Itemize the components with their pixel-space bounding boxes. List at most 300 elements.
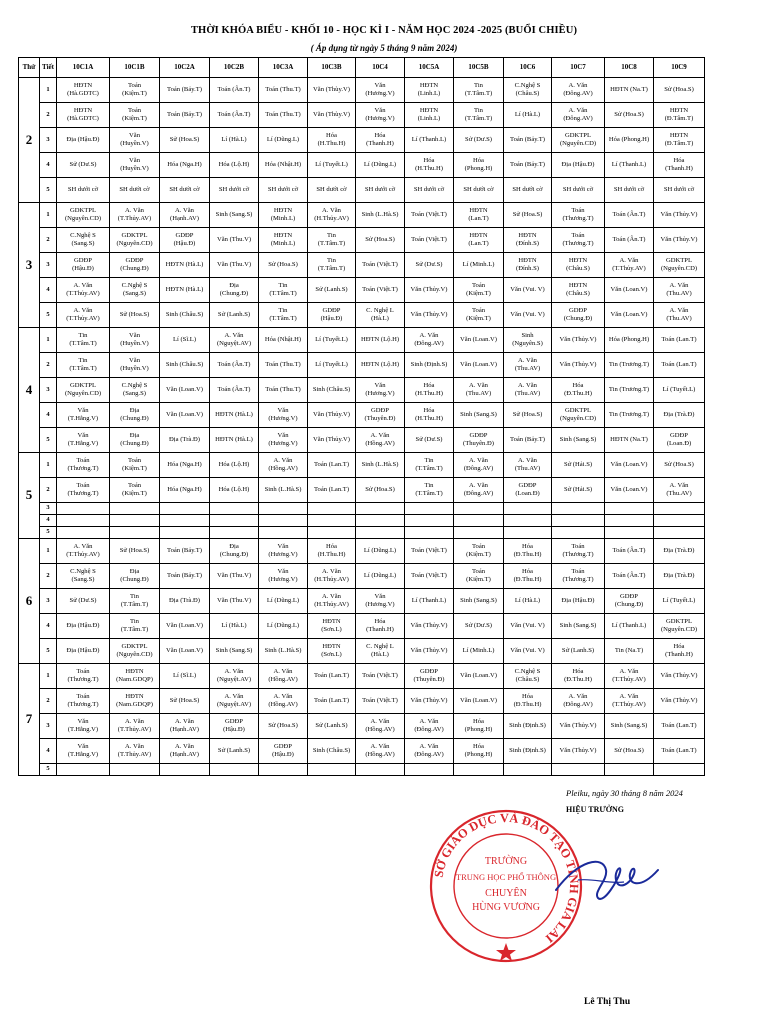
schedule-cell — [308, 278, 356, 303]
schedule-cell-line: Sử (Hoa.S) — [664, 85, 694, 93]
schedule-cell — [308, 203, 356, 228]
schedule-cell — [654, 503, 705, 515]
schedule-cell — [57, 253, 110, 278]
schedule-cell — [405, 764, 454, 776]
schedule-cell-line: (Hạnh.AV) — [170, 726, 199, 733]
schedule-cell — [654, 589, 705, 614]
schedule-cell — [454, 639, 504, 664]
schedule-cell — [210, 515, 259, 527]
period-cell: 3 — [40, 589, 57, 614]
col-header-period: Tiết — [40, 58, 57, 78]
schedule-cell-line: (Huyền.V) — [120, 165, 149, 172]
schedule-cell-line: Địa (Hậu.Đ) — [66, 135, 100, 143]
schedule-cell — [654, 303, 705, 328]
schedule-cell — [57, 303, 110, 328]
schedule-cell — [454, 178, 504, 203]
schedule-cell-line: Hóa (Nhật.H) — [264, 335, 302, 343]
schedule-cell-line: (T.Thủy.AV) — [117, 726, 152, 733]
schedule-cell — [454, 564, 504, 589]
schedule-cell-line: (Đ.Tâm.T) — [664, 140, 694, 147]
schedule-cell — [110, 764, 160, 776]
schedule-cell-line: A. Văn — [322, 206, 341, 214]
schedule-cell-line: (T.Tâm.T) — [464, 90, 493, 97]
schedule-cell-line: Sử (Dư.S) — [69, 160, 97, 168]
col-header-class: 10C7 — [552, 58, 605, 78]
schedule-cell — [405, 714, 454, 739]
schedule-cell — [356, 639, 405, 664]
schedule-cell-line: (T.Tâm.T) — [269, 315, 297, 322]
schedule-cell-line: SH dưới cờ — [512, 185, 543, 193]
page-title: THỜI KHÓA BIỂU - KHỐI 10 - HỌC KÌ I - NĂM HỌC 2024 -2025 (BUỔI CHIỀU) — [190, 25, 578, 36]
schedule-cell — [57, 714, 110, 739]
schedule-cell — [552, 78, 605, 103]
schedule-cell — [605, 103, 654, 128]
schedule-cell-line: Toán — [127, 456, 142, 464]
schedule-cell — [454, 714, 504, 739]
schedule-cell-line: A. Văn — [125, 717, 144, 725]
schedule-cell-line: C.Nghệ S — [121, 281, 148, 289]
schedule-cell — [57, 228, 110, 253]
schedule-cell — [552, 428, 605, 453]
schedule-cell-line: (Kiệm.T) — [466, 551, 491, 558]
table-row — [19, 664, 705, 689]
schedule-cell-line: Tin — [474, 106, 483, 114]
schedule-cell — [110, 739, 160, 764]
schedule-cell-line: (Phong.H) — [464, 165, 493, 172]
schedule-cell-line: Lí (Sĩ.L) — [172, 335, 197, 343]
schedule-cell-line: (Nguyên.S) — [512, 340, 543, 347]
schedule-cell — [259, 614, 308, 639]
schedule-cell-line: GDKTPL — [564, 406, 591, 414]
schedule-cell — [356, 739, 405, 764]
schedule-cell — [259, 103, 308, 128]
schedule-cell-line: HĐTN — [419, 81, 439, 89]
schedule-cell-line: HĐTN — [568, 281, 588, 289]
schedule-cell-line: Văn (Thùy.V) — [313, 110, 350, 118]
schedule-cell-line: Sinh (Châu.S) — [312, 746, 351, 754]
schedule-cell-line: (T.Tâm.T) — [69, 340, 97, 347]
schedule-cell-line: (Châu.S) — [566, 265, 590, 272]
schedule-cell-line: (Đ.Thu.H) — [513, 551, 542, 558]
schedule-cell — [57, 278, 110, 303]
schedule-cell-line: Văn (Thu.V) — [216, 235, 252, 243]
schedule-cell-line: Sinh (L.Hà.S) — [361, 210, 399, 218]
schedule-cell — [160, 278, 210, 303]
schedule-cell-line: Hóa — [673, 156, 685, 164]
schedule-cell-line: Sử (Hoa.S) — [169, 135, 200, 143]
schedule-cell-line: Tin — [474, 81, 483, 89]
schedule-cell-line: Lí (Thanh.L) — [611, 160, 647, 168]
schedule-cell-line: (Đính.S) — [516, 240, 539, 247]
schedule-cell — [160, 764, 210, 776]
schedule-cell-line: Văn — [374, 81, 386, 89]
schedule-cell-line: (Đông.AV) — [463, 490, 494, 497]
schedule-cell-line: GDĐP — [620, 592, 638, 600]
schedule-cell-line: (Thu.AV) — [465, 390, 492, 397]
schedule-cell-line: SH dưới cờ — [267, 185, 299, 193]
schedule-cell — [504, 253, 552, 278]
schedule-cell-line: Sử (Hải.S) — [563, 485, 593, 493]
schedule-cell-line: (Đông.AV) — [414, 340, 444, 347]
schedule-cell — [210, 253, 259, 278]
schedule-cell-line: HĐTN (Na.T) — [610, 435, 648, 443]
schedule-cell — [605, 453, 654, 478]
schedule-cell-line: GDĐP — [569, 306, 587, 314]
schedule-cell-line: (Kiệm.T) — [466, 315, 491, 322]
schedule-cell-line: Tin (Na.T) — [614, 646, 644, 654]
schedule-cell — [308, 103, 356, 128]
schedule-cell — [654, 739, 705, 764]
schedule-cell-line: HĐTN — [669, 106, 689, 114]
schedule-cell-line: (Nguyên.CD) — [660, 265, 698, 272]
signature — [548, 850, 668, 910]
schedule-cell — [160, 153, 210, 178]
schedule-cell-line: Sinh (Sang.S) — [460, 596, 497, 604]
schedule-cell-line: Toán — [471, 306, 486, 314]
schedule-cell — [259, 128, 308, 153]
schedule-cell-line: (Châu.S) — [515, 676, 540, 683]
day-cell: 2 — [19, 78, 40, 203]
col-header-day: Thứ — [19, 58, 40, 78]
col-header-class: 10C2A — [160, 58, 210, 78]
schedule-cell — [454, 203, 504, 228]
schedule-cell-line: (Chung.Đ) — [120, 415, 149, 422]
schedule-cell-line: (Đ.Thu.H) — [513, 576, 542, 583]
schedule-cell-line: (Hương.V) — [365, 390, 395, 397]
schedule-cell — [259, 253, 308, 278]
schedule-cell-line: Lí (Tuyết.L) — [315, 335, 348, 343]
schedule-cell-line: Toán (Thu.T) — [265, 110, 301, 118]
schedule-cell — [454, 228, 504, 253]
schedule-cell — [454, 515, 504, 527]
schedule-cell-line: Toán — [127, 81, 142, 89]
schedule-cell-line: Hóa — [473, 156, 484, 164]
schedule-cell-line: Tin — [327, 231, 336, 239]
schedule-cell-line: Văn (Loan.V) — [610, 485, 648, 493]
schedule-cell — [110, 203, 160, 228]
schedule-cell-line: (Đính.S) — [516, 265, 539, 272]
schedule-cell-line: Toán (Thu.T) — [265, 85, 301, 93]
schedule-cell-line: HĐTN (Hà.L) — [165, 285, 204, 293]
schedule-cell — [308, 564, 356, 589]
schedule-cell-line: A. Văn — [73, 542, 93, 550]
schedule-cell-line: (Minh.L) — [270, 240, 296, 247]
schedule-cell-line: A. Văn — [518, 381, 537, 389]
schedule-cell — [210, 589, 259, 614]
schedule-cell-line: Toán — [127, 106, 142, 114]
schedule-cell-line: GDKTPL — [69, 381, 96, 389]
schedule-cell — [110, 527, 160, 539]
schedule-cell — [160, 503, 210, 515]
schedule-cell-line: Văn (Vui. V) — [510, 621, 545, 629]
schedule-cell-line: Sử (Hoa.S) — [512, 410, 543, 418]
schedule-cell — [454, 689, 504, 714]
schedule-cell — [57, 739, 110, 764]
schedule-cell — [454, 614, 504, 639]
schedule-cell-line: Hóa (Lộ.H) — [218, 485, 250, 493]
schedule-cell-line: Địa (Hậu.Đ) — [66, 621, 100, 629]
schedule-cell-line: Hóa (Lộ.H) — [218, 460, 250, 468]
schedule-cell — [259, 714, 308, 739]
schedule-cell-line: Văn (Loan.V) — [166, 385, 203, 393]
schedule-cell — [552, 378, 605, 403]
schedule-cell-line: Văn — [277, 406, 289, 414]
schedule-cell-line: Hóa (Nga.H) — [167, 485, 202, 493]
schedule-cell — [454, 428, 504, 453]
schedule-cell — [504, 228, 552, 253]
schedule-cell-line: A. Văn — [125, 206, 144, 214]
schedule-cell-line: Toán (Bảy.T) — [510, 435, 545, 443]
schedule-cell-line: A. Văn — [224, 667, 244, 675]
schedule-cell-line: (Linh.L) — [417, 90, 441, 97]
schedule-cell-line: (Hà.GDTC) — [67, 115, 99, 122]
schedule-cell-line: (Chung.Đ) — [614, 601, 644, 608]
schedule-cell — [454, 78, 504, 103]
schedule-cell — [552, 203, 605, 228]
schedule-cell-line: A. Văn — [224, 692, 244, 700]
schedule-cell — [356, 453, 405, 478]
schedule-cell — [405, 153, 454, 178]
schedule-cell-line: (T.Tâm.T) — [120, 601, 149, 608]
schedule-cell — [210, 378, 259, 403]
schedule-cell-line: HĐTN (Lộ.H) — [360, 360, 400, 368]
schedule-cell-line: A. Văn — [469, 381, 488, 389]
schedule-cell-line: (Linh.L) — [417, 115, 441, 122]
table-row — [19, 639, 705, 664]
schedule-cell-line: Địa (Hậu.Đ) — [561, 596, 595, 604]
schedule-cell — [160, 103, 210, 128]
schedule-cell-line: Địa (Trà.Đ) — [169, 596, 200, 604]
schedule-cell-line: A. Văn — [273, 456, 293, 464]
schedule-cell — [654, 689, 705, 714]
schedule-cell — [654, 764, 705, 776]
schedule-cell — [405, 428, 454, 453]
period-cell: 4 — [40, 739, 57, 764]
schedule-cell — [552, 739, 605, 764]
schedule-cell — [454, 253, 504, 278]
schedule-cell — [210, 527, 259, 539]
schedule-cell — [504, 378, 552, 403]
table-row — [19, 153, 705, 178]
schedule-cell-line: A. Văn — [125, 742, 144, 750]
schedule-cell — [110, 128, 160, 153]
schedule-cell — [454, 303, 504, 328]
schedule-cell — [259, 403, 308, 428]
schedule-cell — [160, 303, 210, 328]
schedule-cell-line: Sử (Hoa.S) — [365, 485, 395, 493]
schedule-cell — [654, 378, 705, 403]
table-row — [19, 764, 705, 776]
schedule-cell-line: Lí (Thanh.L) — [411, 135, 447, 143]
schedule-cell — [405, 178, 454, 203]
schedule-cell-line: Sinh (Châu.S) — [165, 310, 204, 318]
schedule-cell-line: Văn (Thủy.V) — [660, 235, 698, 243]
schedule-cell — [110, 614, 160, 639]
schedule-cell-line: (T.Tâm.T) — [269, 290, 297, 297]
schedule-cell-line: SH dưới cờ — [364, 185, 396, 193]
schedule-cell — [454, 527, 504, 539]
schedule-cell-line: Văn (Vui. V) — [510, 310, 545, 318]
schedule-cell-line: (Châu.S) — [566, 290, 590, 297]
schedule-cell — [504, 527, 552, 539]
schedule-cell — [552, 639, 605, 664]
schedule-cell — [356, 378, 405, 403]
schedule-cell — [605, 478, 654, 503]
schedule-cell — [57, 527, 110, 539]
schedule-cell — [210, 639, 259, 664]
schedule-cell-line: (Thu.AV) — [666, 315, 692, 322]
schedule-cell-line: (T.Hằng.V) — [67, 415, 99, 422]
schedule-cell-line: (T.Thủy.AV) — [66, 315, 100, 322]
schedule-cell-line: Lí (Tuyết.L) — [662, 385, 696, 393]
schedule-cell-line: Lí (Hà.L) — [514, 110, 541, 118]
schedule-cell-line: Toán (Việt.T) — [362, 671, 398, 679]
schedule-cell — [654, 453, 705, 478]
schedule-cell-line: (Nguyên.CD) — [116, 651, 153, 658]
schedule-cell-line: (Thương.T) — [67, 676, 99, 683]
schedule-cell-line: Sử (Lanh.S) — [217, 310, 251, 318]
schedule-cell-line: Toán (Thu.T) — [265, 360, 301, 368]
schedule-cell — [356, 689, 405, 714]
schedule-cell — [160, 714, 210, 739]
schedule-cell — [308, 664, 356, 689]
schedule-cell-line: Sử (Lanh.S) — [315, 285, 348, 293]
schedule-cell — [605, 503, 654, 515]
schedule-cell-line: Văn (Loan.V) — [166, 410, 203, 418]
schedule-cell — [308, 378, 356, 403]
schedule-cell — [308, 639, 356, 664]
schedule-cell — [110, 664, 160, 689]
schedule-cell — [552, 664, 605, 689]
schedule-cell-line: (Hà.GDTC) — [67, 90, 99, 97]
period-cell: 4 — [40, 278, 57, 303]
schedule-cell-line: Toán (Ân.T) — [217, 360, 251, 368]
schedule-cell-line: (Loan.Đ) — [666, 440, 692, 447]
schedule-cell-line: Tin (Trương.T) — [608, 385, 650, 393]
schedule-cell-line: Sử (Dư.S) — [69, 596, 97, 604]
table-row — [19, 403, 705, 428]
schedule-cell-line: Văn (Vui. V) — [510, 646, 545, 654]
schedule-cell — [110, 103, 160, 128]
schedule-cell-line: (Hạnh.AV) — [170, 215, 199, 222]
schedule-cell — [160, 589, 210, 614]
schedule-cell-line: Sinh (Định.S) — [509, 746, 546, 754]
period-cell: 5 — [40, 764, 57, 776]
schedule-cell-line: Văn (Thủy.V) — [559, 335, 597, 343]
schedule-cell — [210, 664, 259, 689]
schedule-cell-line: (T.Tâm.T) — [415, 465, 443, 472]
schedule-cell-line: Hóa — [473, 717, 484, 725]
schedule-cell — [259, 689, 308, 714]
schedule-cell-line: Tin — [278, 306, 288, 314]
schedule-cell — [110, 453, 160, 478]
schedule-cell-line: SH dưới cờ — [562, 185, 594, 193]
schedule-cell-line: (H.Thu.H) — [415, 165, 443, 172]
schedule-cell — [605, 539, 654, 564]
schedule-cell — [504, 564, 552, 589]
schedule-cell-line: (Sơn.L) — [321, 651, 342, 658]
schedule-cell-line: Sử (Hoa.S) — [268, 260, 298, 268]
schedule-cell-line: Văn (Vui. V) — [510, 285, 545, 293]
schedule-cell-line: (Hậu.Đ) — [72, 265, 94, 272]
schedule-cell — [405, 589, 454, 614]
schedule-cell-line: Sử (Lanh.S) — [217, 746, 251, 754]
schedule-cell — [110, 178, 160, 203]
schedule-cell — [605, 614, 654, 639]
schedule-cell-line: (Hồng.AV) — [365, 726, 395, 733]
schedule-cell — [160, 664, 210, 689]
schedule-cell-line: Sinh (Châu.S) — [312, 385, 351, 393]
table-row — [19, 739, 705, 764]
schedule-cell-line: (Hương.V) — [268, 415, 298, 422]
schedule-cell-line: (Thanh.H) — [665, 651, 693, 658]
schedule-cell — [308, 714, 356, 739]
schedule-cell — [605, 527, 654, 539]
schedule-cell-line: Toán (Việt.T) — [362, 260, 398, 268]
place-date: Pleiku, ngày 30 tháng 8 năm 2024 — [566, 788, 683, 798]
schedule-cell-line: (Hồng.AV) — [365, 440, 395, 447]
schedule-cell-line: GDĐP — [670, 431, 688, 439]
schedule-cell — [259, 589, 308, 614]
schedule-cell-line: (Kiệm.T) — [122, 115, 147, 122]
schedule-cell — [259, 739, 308, 764]
schedule-cell-line: (Đ.Tâm.T) — [664, 115, 694, 122]
schedule-cell-line: Văn (Thủy.V) — [313, 410, 350, 418]
schedule-cell-line: A. Văn — [568, 692, 588, 700]
schedule-cell-line: Tin — [130, 617, 139, 625]
period-cell: 3 — [40, 128, 57, 153]
schedule-cell — [259, 178, 308, 203]
schedule-cell — [405, 328, 454, 353]
schedule-cell — [356, 503, 405, 515]
day-cell: 3 — [19, 203, 40, 328]
schedule-cell-line: A. Văn — [73, 306, 93, 314]
schedule-cell — [552, 589, 605, 614]
schedule-cell-line: A. Văn — [669, 481, 689, 489]
schedule-cell — [605, 328, 654, 353]
schedule-cell-line: Tin (Trương.T) — [608, 410, 650, 418]
schedule-cell-line: (Hồng.AV) — [268, 676, 298, 683]
schedule-cell-line: Toán (Lan.T) — [313, 460, 350, 468]
schedule-cell-line: (Thuyên.Đ) — [364, 415, 396, 422]
schedule-cell-line: (Nam.GDQP) — [116, 701, 153, 708]
schedule-cell-line: Toán (Việt.T) — [411, 235, 447, 243]
schedule-cell — [552, 453, 605, 478]
schedule-cell-line: Sinh (L.Hà.S) — [264, 485, 302, 493]
schedule-cell — [210, 153, 259, 178]
schedule-cell — [454, 103, 504, 128]
schedule-cell — [405, 378, 454, 403]
schedule-cell-line: Hóa — [423, 406, 435, 414]
schedule-cell — [454, 764, 504, 776]
schedule-cell-line: Toán — [76, 667, 90, 675]
schedule-cell-line: (T.Thủy.AV) — [117, 751, 152, 758]
schedule-cell — [110, 515, 160, 527]
schedule-cell-line: Hóa — [473, 742, 484, 750]
schedule-cell-line: (T.Thủy.AV) — [612, 676, 646, 683]
schedule-cell-line: HĐTN (Lộ.H) — [360, 335, 400, 343]
schedule-cell — [57, 78, 110, 103]
schedule-cell — [454, 478, 504, 503]
schedule-cell-line: Văn (Loan.V) — [460, 671, 497, 679]
schedule-cell — [654, 428, 705, 453]
schedule-cell — [110, 353, 160, 378]
schedule-cell-line: Sử (Hoa.S) — [512, 210, 543, 218]
schedule-cell-line: SH dưới cờ — [218, 185, 250, 193]
schedule-cell-line: Văn — [374, 592, 386, 600]
schedule-cell-line: (Loan.Đ) — [515, 490, 540, 497]
schedule-cell-line: (Đông.AV) — [414, 751, 444, 758]
